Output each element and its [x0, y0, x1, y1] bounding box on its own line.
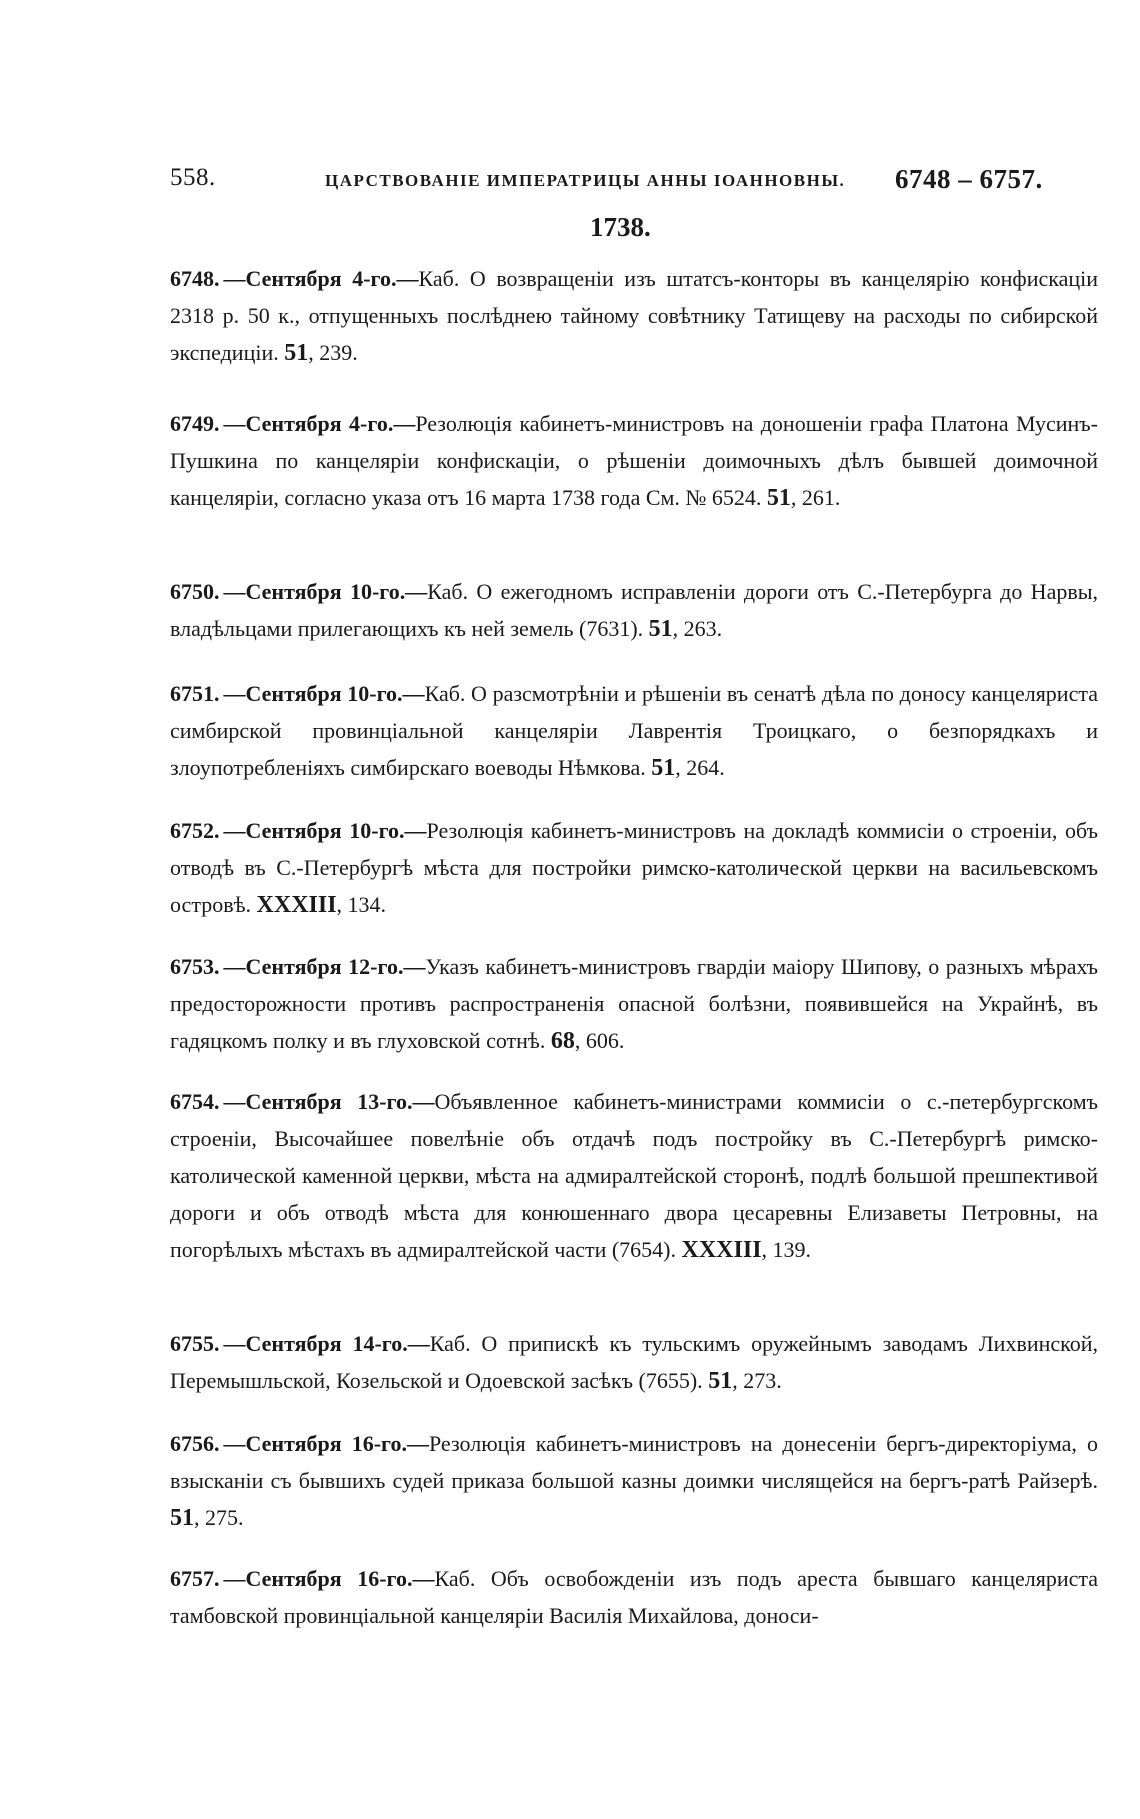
entry	[170, 260, 1098, 372]
entry-text: Каб. Объ освобожденіи изъ подъ ареста бывшаго канцеляриста тамбовской провинціальной канцеляріи Василія Михайлова, доноси-	[170, 1566, 1099, 1628]
entry-text: Резолюція кабинетъ-министровъ на докладѣ коммисіи о строеніи, объ отводѣ въ С.-Петербургѣ мѣста для постройки римско-католической церкви на васильевскомъ островѣ.	[170, 818, 1098, 917]
entry-ref-page: , 273.	[732, 1368, 782, 1393]
entry-number: 6756.	[170, 1431, 220, 1456]
entry	[170, 1425, 1098, 1537]
entry-ref-page: , 606.	[574, 1028, 625, 1053]
entry-date: —Сентября 10-го.—	[223, 681, 425, 706]
entry-number: 6754.	[170, 1089, 220, 1114]
entry-ref-page: , 139.	[761, 1237, 812, 1262]
entry-number: 6753.	[170, 954, 220, 979]
entry-ref-page: , 264.	[675, 755, 725, 780]
entry-date: —Сентября 13-го.—	[223, 1089, 435, 1114]
entry-ref-volume: 51	[648, 616, 673, 642]
entry-ref-page: , 263.	[672, 616, 723, 641]
entry-ref-page: , 239.	[308, 340, 358, 365]
entry-number: 6749.	[170, 411, 220, 436]
entry-number: 6751.	[170, 681, 220, 706]
entry	[170, 1083, 1098, 1269]
entry	[170, 573, 1098, 648]
entry-ref-volume: XXXIII	[681, 1237, 762, 1263]
entry-text: Резолюція кабинетъ-министровъ на донесеніи бергъ-директоріума, о взысканіи съ бывшихъ судей приказа большой казны доимки числящейся на бергъ-ратѣ Райзерѣ.	[170, 1431, 1098, 1493]
entry-text: Каб. О возвращеніи изъ штатсъ-конторы въ канцелярію конфискаціи 2318 р. 50 к., отпущенныхъ послѣднею тайному совѣтнику Татищеву на расходы по сибирской экспедиціи.	[170, 266, 1099, 365]
entry-ref-volume: 51	[170, 1505, 194, 1531]
entry-ref-page: , 134.	[336, 892, 387, 917]
entry-text: Объявленное кабинетъ-министрами коммисіи о с.-петербургскомъ строеніи, Высочайшее повелѣніе объ отдачѣ подъ постройку въ С.-Петербургѣ римско-католической каменной церкви, мѣста на адмиралтейской сторонѣ, подлѣ большой прешпективой дороги и объ отводѣ мѣста для конюшеннаго двора цесаревны Елизаветы Петровны, на погорѣлыхъ мѣстахъ въ адмиралтейской части (7654).	[170, 1089, 1098, 1262]
entry-number: 6752.	[170, 818, 220, 843]
entry-date: —Сентября 10-го.—	[223, 818, 427, 843]
year-heading: 1738.	[590, 212, 651, 242]
entry-ref-volume: XXXIII	[256, 892, 337, 918]
entry-ref-volume: 51	[284, 340, 309, 366]
entry-date: —Сентября 16-го.—	[223, 1431, 429, 1456]
entry-ref-volume: 68	[550, 1028, 575, 1054]
entry-text: Каб. О разсмотрѣніи и рѣшеніи въ сенатѣ дѣла по доносу канцеляриста симбирской провинціальной канцеляріи Лаврентія Троицкаго, о безпорядкахъ и злоупотребленіяхъ симбирскаго воеводы Нѣмкова.	[170, 681, 1098, 780]
entry-text: Указъ кабинетъ-министровъ гвардіи маіору Шипову, о разныхъ мѣрахъ предосторожности противъ распространенія опасной болѣзни, появившейся на Украйнѣ, въ гадяцкомъ полку и въ глуховской сотнѣ.	[170, 954, 1099, 1053]
entry-date: —Сентября 12-го.—	[223, 954, 426, 979]
entry-date: —Сентября 4-го.—	[223, 411, 416, 436]
entry	[170, 405, 1098, 517]
entry-number: 6748.	[170, 266, 220, 291]
entry	[170, 812, 1098, 924]
page-header	[170, 160, 1070, 204]
entry-text: Резолюція кабинетъ-министровъ на доношеніи графа Платона Мусинъ-Пушкина по канцеляріи конфискаціи, о рѣшеніи доимочныхъ дѣлъ бывшей доимочной канцеляріи, согласно указа отъ 16 марта 1738 года См. № 6524.	[170, 411, 1098, 510]
entry-number: 6750.	[170, 579, 220, 604]
page-number: 558.	[170, 164, 216, 191]
entry-ref-volume: 51	[708, 1368, 733, 1394]
entry	[170, 675, 1098, 787]
entry-number: 6755.	[170, 1331, 220, 1356]
entry	[170, 1325, 1098, 1400]
entry-number: 6757.	[170, 1566, 220, 1591]
entry-text: Каб. О припискѣ къ тульскимъ оружейнымъ заводамъ Лихвинской, Перемышльской, Козельской и Одоевской засѣкъ (7655).	[170, 1331, 1098, 1393]
entry-ref-volume: 51	[766, 485, 791, 511]
entry-date: —Сентября 4-го.—	[223, 266, 419, 291]
entry-date: —Сентября 16-го.—	[223, 1566, 435, 1591]
entry-ref-page: , 275.	[194, 1505, 244, 1530]
entry-ref-volume: 51	[651, 755, 676, 781]
entry-date: —Сентября 10-го.—	[223, 579, 428, 604]
running-title: ЦАРСТВОВАНІЕ ИМПЕРАТРИЦЫ АННЫ ІОАННОВНЫ.	[325, 171, 846, 190]
entry-ref-page: , 261.	[790, 485, 841, 510]
entry	[170, 948, 1098, 1060]
entry	[170, 1560, 1098, 1634]
entry-date: —Сентября 14-го.—	[223, 1331, 430, 1356]
entry-text: Каб. О ежегодномъ исправленіи дороги отъ С.-Петербурга до Нарвы, владѣльцами прилегающихъ къ ней земель (7631).	[170, 579, 1099, 641]
entry-range: 6748 – 6757.	[895, 164, 1043, 194]
